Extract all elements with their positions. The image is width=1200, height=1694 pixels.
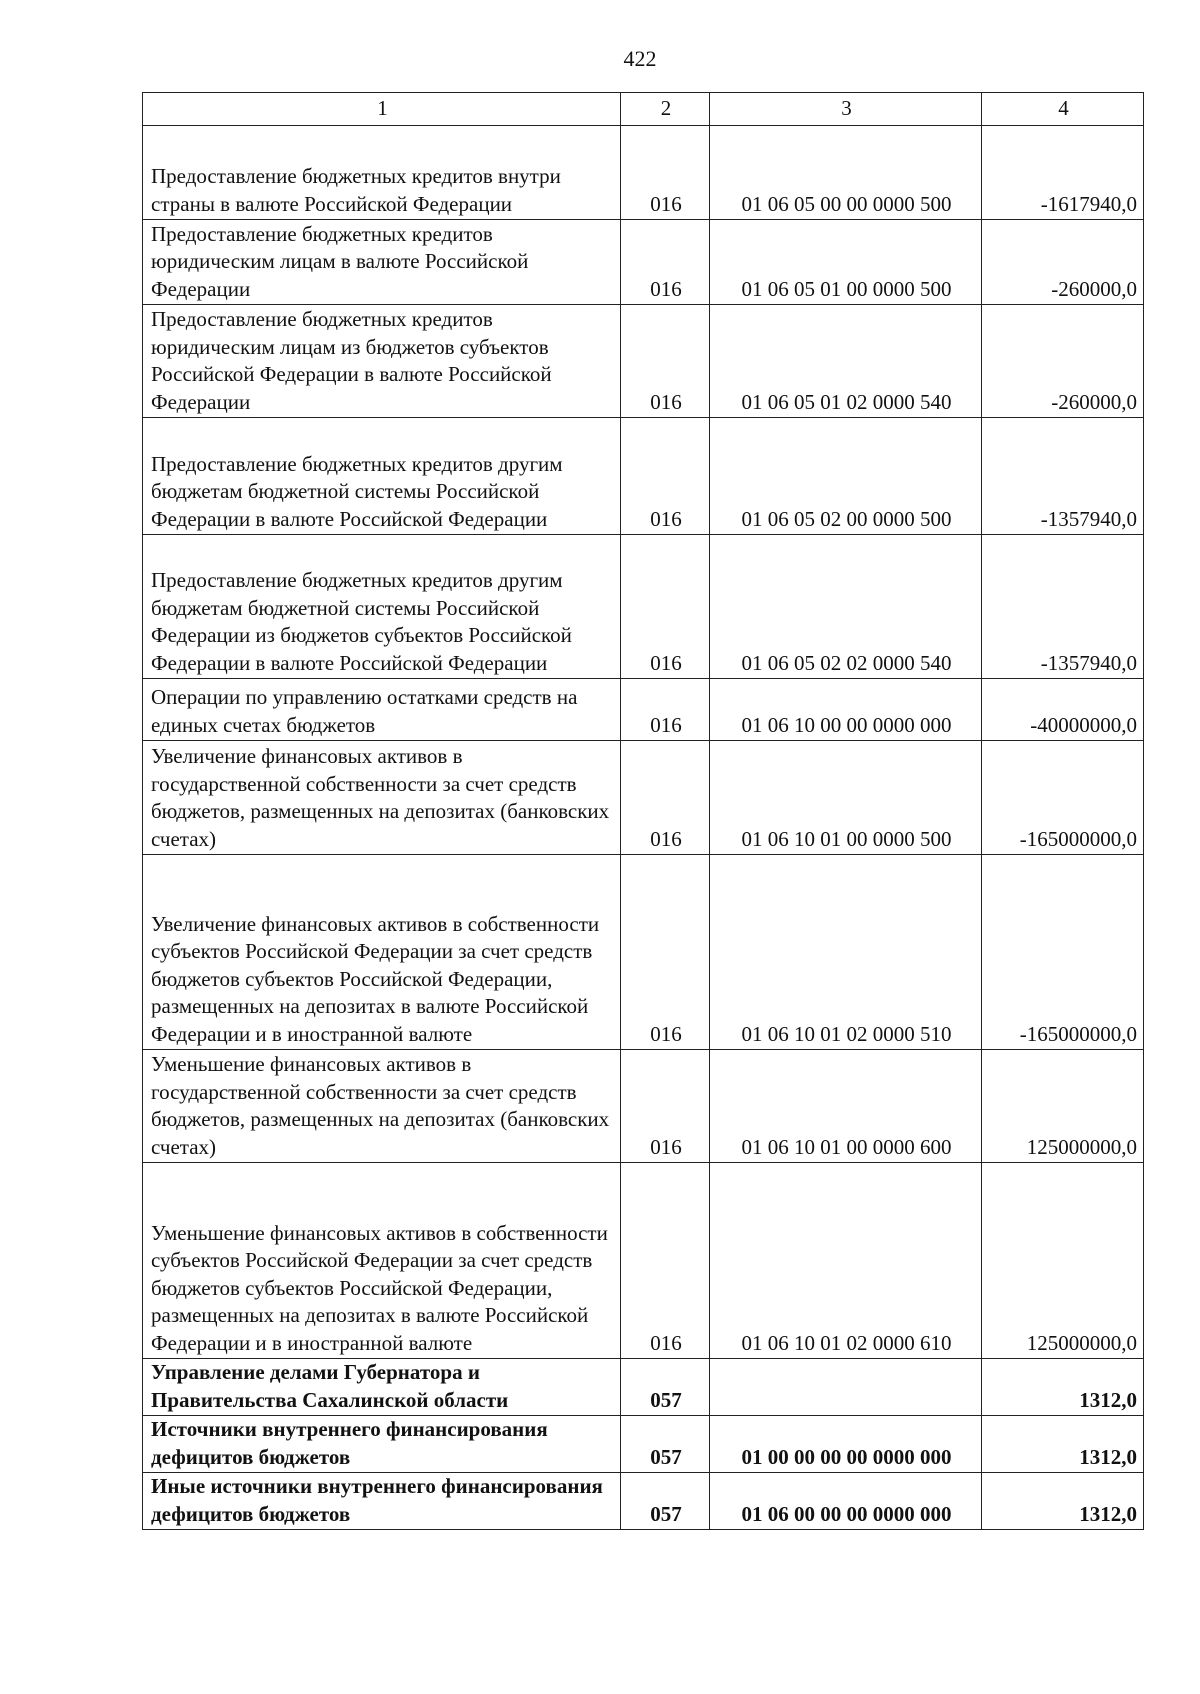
budget-sources-table: [142, 92, 1144, 1530]
row-classification-code-cell: 01 06 00 00 00 0000 000: [710, 1473, 982, 1530]
row-chapter-code-cell: 016: [621, 855, 710, 1050]
row-amount-cell: -165000000,0: [982, 855, 1144, 1050]
row-name-cell: Управление делами Губернатора и Правительства Сахалинской области: [143, 1359, 621, 1416]
table-row: [143, 418, 1144, 535]
row-amount-cell: -40000000,0: [982, 679, 1144, 741]
header-col-1: 1: [143, 93, 621, 126]
row-classification-code-cell: [710, 1359, 982, 1416]
row-chapter-code-cell: 057: [621, 1359, 710, 1416]
row-amount-cell: -165000000,0: [982, 741, 1144, 855]
row-amount-cell: -1617940,0: [982, 126, 1144, 220]
row-amount-cell: -260000,0: [982, 305, 1144, 418]
row-chapter-code-cell: 016: [621, 126, 710, 220]
row-chapter-code-cell: 016: [621, 1050, 710, 1163]
row-chapter-code-cell: 057: [621, 1473, 710, 1530]
row-chapter-code-cell: 016: [621, 679, 710, 741]
row-name-cell: Источники внутреннего финансирования дефицитов бюджетов: [143, 1416, 621, 1473]
row-classification-code-cell: 01 06 10 01 00 0000 500: [710, 741, 982, 855]
row-amount-cell: -1357940,0: [982, 535, 1144, 679]
table-row: [143, 220, 1144, 305]
row-chapter-code-cell: 016: [621, 220, 710, 305]
table-row: [143, 1416, 1144, 1473]
row-name-cell: Предоставление бюджетных кредитов юридическим лицам из бюджетов субъектов Российской Федерации в валюте Российской Федерации: [143, 305, 621, 418]
row-chapter-code-cell: 016: [621, 741, 710, 855]
row-amount-cell: 125000000,0: [982, 1163, 1144, 1359]
row-chapter-code-cell: 016: [621, 1163, 710, 1359]
row-classification-code-cell: 01 06 10 00 00 0000 000: [710, 679, 982, 741]
table-row: [143, 741, 1144, 855]
row-name-cell: Операции по управлению остатками средств на единых счетах бюджетов: [143, 679, 621, 741]
row-amount-cell: 1312,0: [982, 1359, 1144, 1416]
table-row: [143, 1050, 1144, 1163]
row-classification-code-cell: 01 06 05 01 00 0000 500: [710, 220, 982, 305]
table-row: [143, 305, 1144, 418]
row-classification-code-cell: 01 06 05 02 02 0000 540: [710, 535, 982, 679]
row-chapter-code-cell: 016: [621, 418, 710, 535]
row-amount-cell: 1312,0: [982, 1416, 1144, 1473]
row-name-cell: Уменьшение финансовых активов в государственной собственности за счет средств бюджетов, размещенных на депозитах (банковских счетах): [143, 1050, 621, 1163]
row-name-cell: Предоставление бюджетных кредитов другим бюджетам бюджетной системы Российской Федерации из бюджетов субъектов Российской Федерации в валюте Российской Федерации: [143, 535, 621, 679]
row-amount-cell: -260000,0: [982, 220, 1144, 305]
header-col-3: 3: [710, 93, 982, 126]
row-name-cell: Уменьшение финансовых активов в собственности субъектов Российской Федерации за счет средств бюджетов субъектов Российской Федерации, размещенных на депозитах в валюте Российской Федерации и в иностранной валюте: [143, 1163, 621, 1359]
row-amount-cell: 125000000,0: [982, 1050, 1144, 1163]
row-classification-code-cell: 01 06 10 01 00 0000 600: [710, 1050, 982, 1163]
table-row: [143, 855, 1144, 1050]
table-row: [143, 1473, 1144, 1530]
table-body: [143, 93, 1144, 1530]
table-row: [143, 679, 1144, 741]
row-classification-code-cell: 01 06 05 01 02 0000 540: [710, 305, 982, 418]
row-name-cell: Предоставление бюджетных кредитов другим бюджетам бюджетной системы Российской Федерации в валюте Российской Федерации: [143, 418, 621, 535]
row-classification-code-cell: 01 00 00 00 00 0000 000: [710, 1416, 982, 1473]
header-col-2: 2: [621, 93, 710, 126]
row-chapter-code-cell: 016: [621, 535, 710, 679]
table-row: [143, 126, 1144, 220]
row-classification-code-cell: 01 06 05 00 00 0000 500: [710, 126, 982, 220]
row-classification-code-cell: 01 06 10 01 02 0000 610: [710, 1163, 982, 1359]
row-name-cell: Предоставление бюджетных кредитов юридическим лицам в валюте Российской Федерации: [143, 220, 621, 305]
table-row: [143, 1359, 1144, 1416]
row-classification-code-cell: 01 06 05 02 00 0000 500: [710, 418, 982, 535]
table-row: [143, 535, 1144, 679]
row-name-cell: Увеличение финансовых активов в государственной собственности за счет средств бюджетов, размещенных на депозитах (банковских счетах): [143, 741, 621, 855]
row-name-cell: Увеличение финансовых активов в собственности субъектов Российской Федерации за счет средств бюджетов субъектов Российской Федерации, размещенных на депозитах в валюте Российской Федерации и в иностранной валюте: [143, 855, 621, 1050]
row-chapter-code-cell: 057: [621, 1416, 710, 1473]
row-amount-cell: 1312,0: [982, 1473, 1144, 1530]
table-row: [143, 1163, 1144, 1359]
row-amount-cell: -1357940,0: [982, 418, 1144, 535]
row-name-cell: Предоставление бюджетных кредитов внутри страны в валюте Российской Федерации: [143, 126, 621, 220]
row-classification-code-cell: 01 06 10 01 02 0000 510: [710, 855, 982, 1050]
row-name-cell: Иные источники внутреннего финансирования дефицитов бюджетов: [143, 1473, 621, 1530]
page-number: 422: [623, 46, 657, 71]
table-header-row: [143, 93, 1144, 126]
header-col-4: 4: [982, 93, 1144, 126]
row-chapter-code-cell: 016: [621, 305, 710, 418]
